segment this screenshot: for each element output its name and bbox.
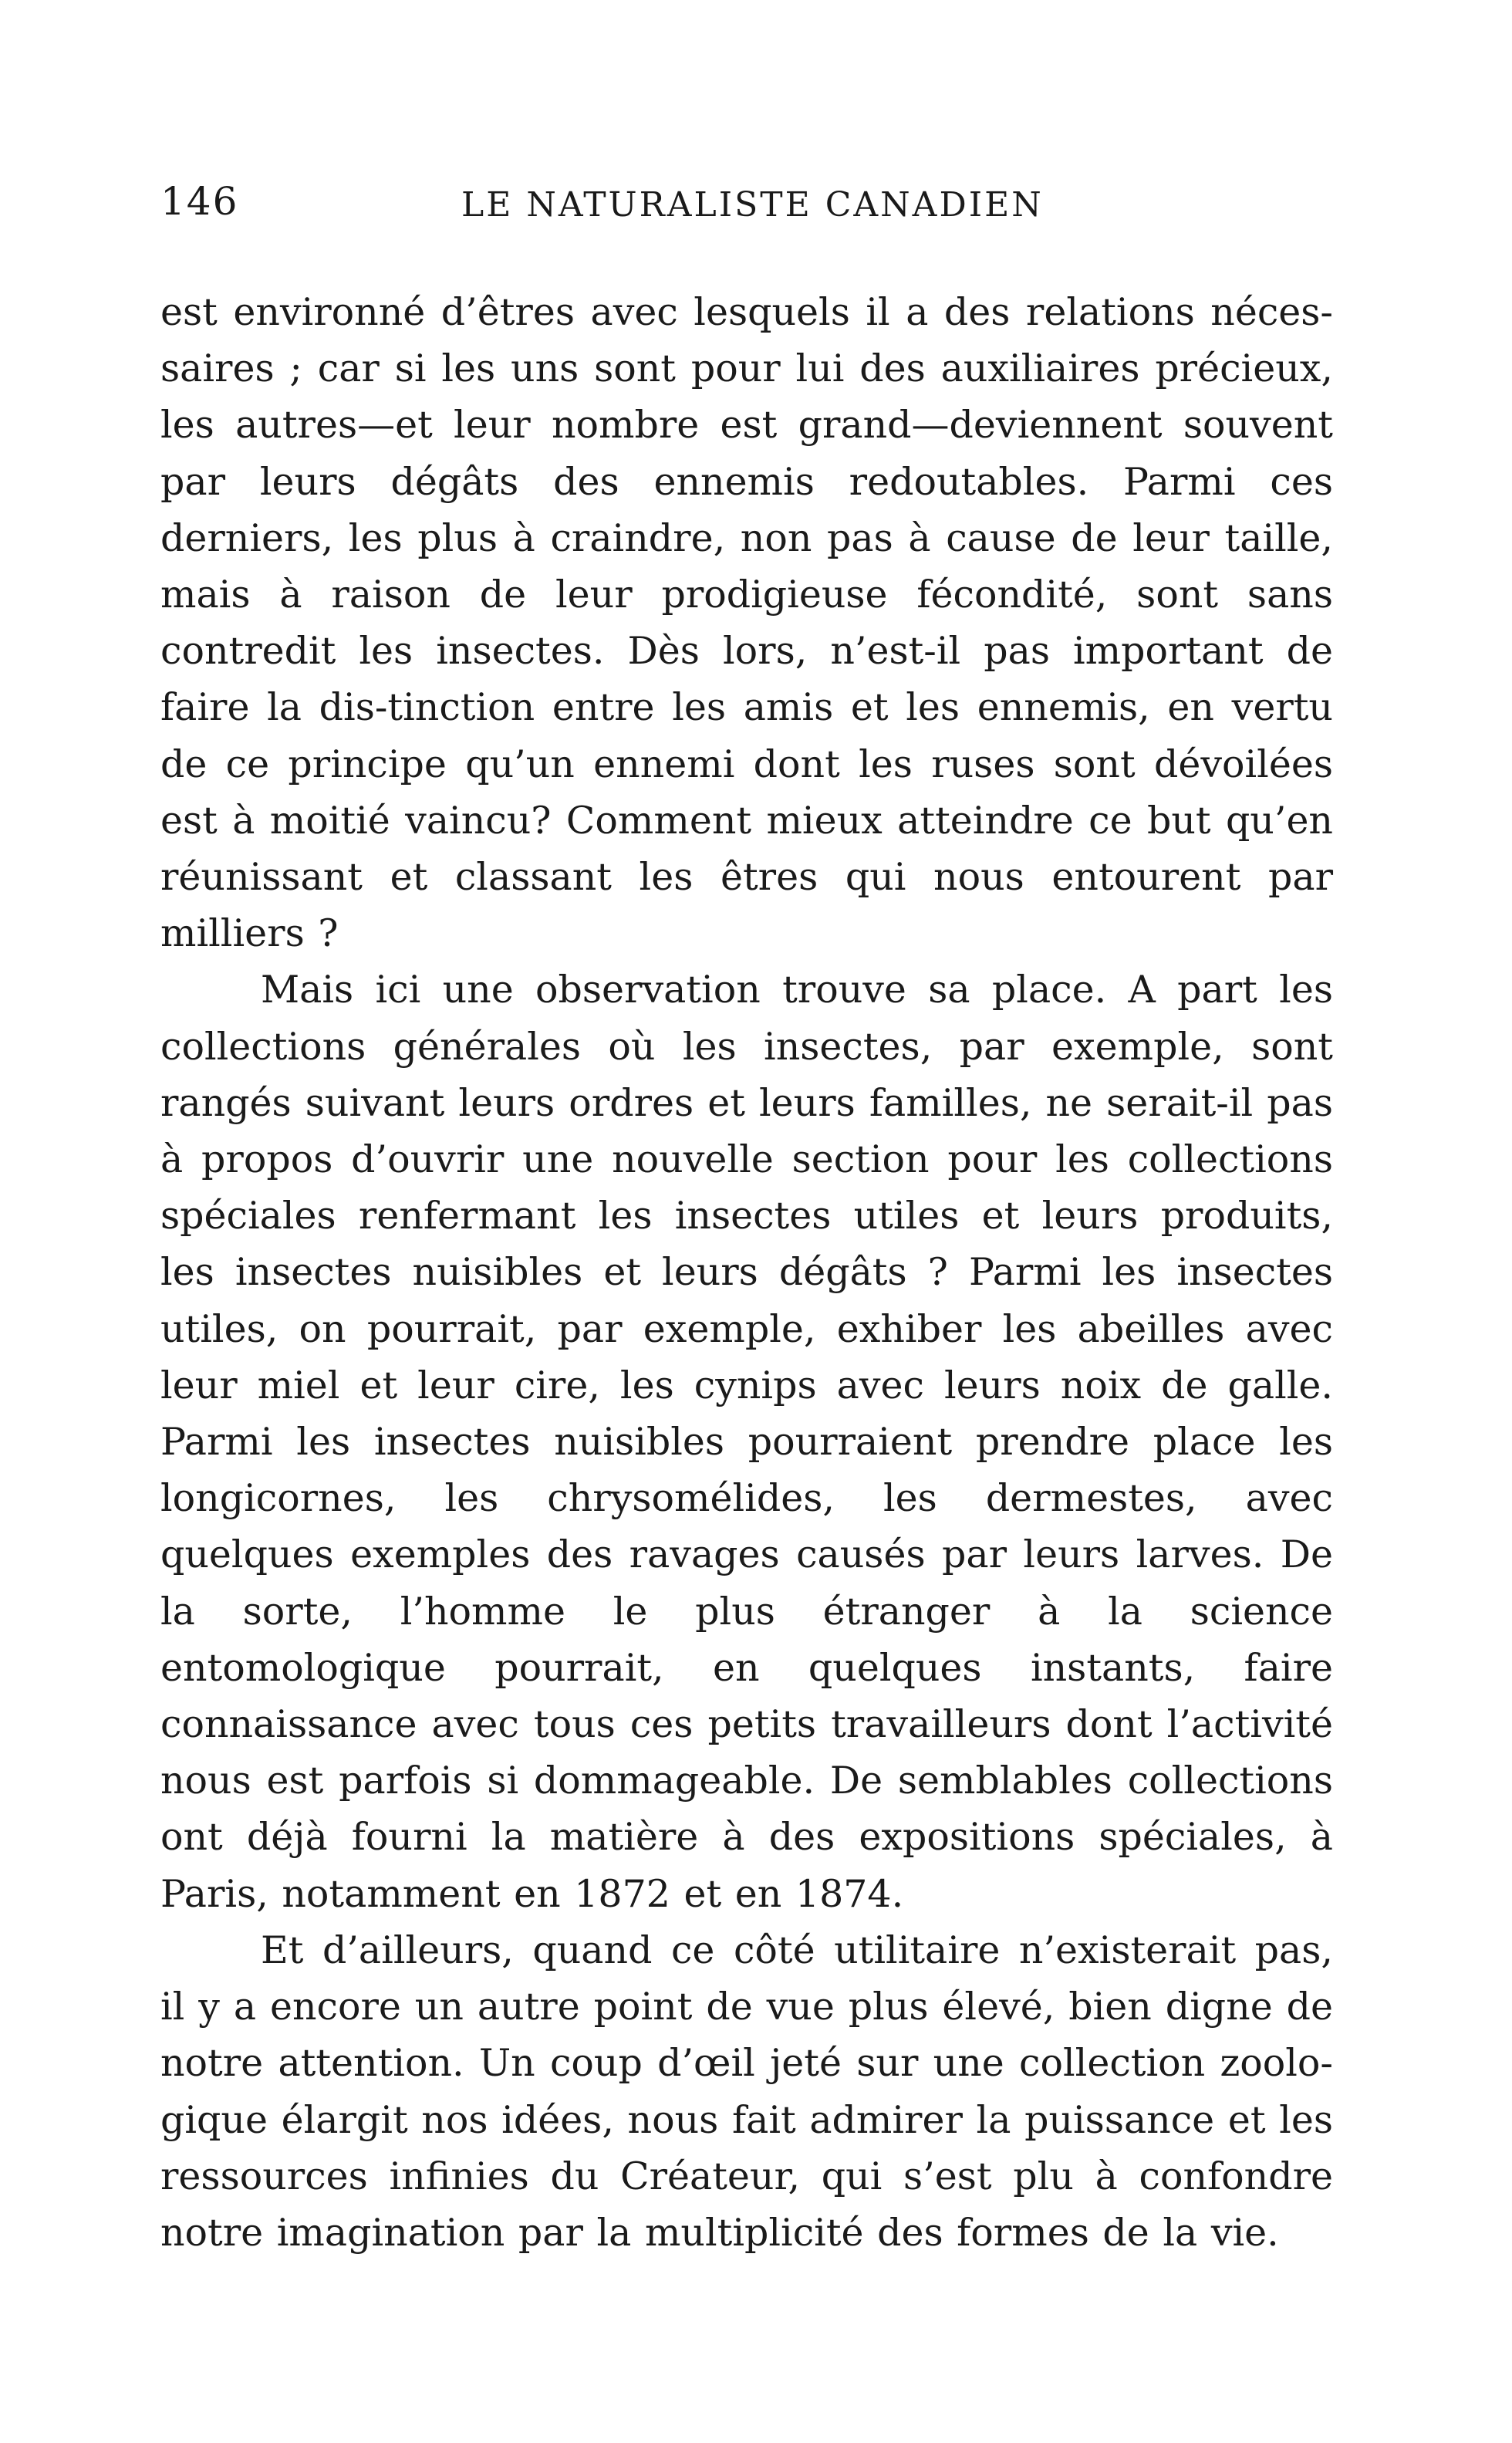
running-title: LE NATURALISTE CANADIEN xyxy=(461,185,1044,225)
page-number: 146 xyxy=(160,179,239,224)
paragraph-2: Mais ici une observation trouve sa place. A part les collections générales où les insectes, par exemple, sont rangés suivant leurs ordres et leurs familles, ne serait-il pas à propos d’ouvrir une nouvelle section pour les collections spéciales renfermant les insectes utiles et leurs produits, les insectes nuisibles et leurs dégâts ? Parmi les insectes utiles, on pourrait, par exemple, exhiber les abeilles avec leur miel et leur cire, les cynips avec leurs noix de galle. Parmi les insectes nuisibles pourraient prendre place les longicornes, les chrysomélides, les dermestes, avec quelques exemples des ravages causés par leurs larves. De la sorte, l’homme le plus étranger à la science entomologique pourrait, en quelques instants, faire connaissance avec tous ces petits travailleurs dont l’activité nous est parfois si dommageable. De semblables collections ont déjà fourni la matière à des expositions spéciales, à Paris, notamment en 1872 et en 1874. xyxy=(160,968,1333,1916)
body-text xyxy=(160,284,1333,2261)
paragraph-3: Et d’ailleurs, quand ce côté utilitaire n’existerait pas, il y a encore un autre point de vue plus élevé, bien digne de notre attention. Un coup d’œil jeté sur une collection zoolo-gique élargit nos idées, nous fait admirer la puissance et les ressources infinies du Créateur, qui s’est plu à confondre notre imagination par la multiplicité des formes de la vie. xyxy=(160,1928,1333,2255)
page-header xyxy=(160,179,1333,241)
paragraph-1: est environné d’êtres avec lesquels il a des relations néces-saires ; car si les uns sont pour lui des auxiliaires précieux, les autres—et leur nombre est grand—deviennent souvent par leurs dégâts des ennemis redoutables. Parmi ces derniers, les plus à craindre, non pas à cause de leur taille, mais à raison de leur prodigieuse fécondité, sont sans contredit les insectes. Dès lors, n’est-il pas important de faire la dis-tinction entre les amis et les ennemis, en vertu de ce principe qu’un ennemi dont les ruses sont dévoilées est à moitié vaincu? Comment mieux atteindre ce but qu’en réunissant et classant les êtres qui nous entourent par milliers ? xyxy=(160,290,1333,956)
